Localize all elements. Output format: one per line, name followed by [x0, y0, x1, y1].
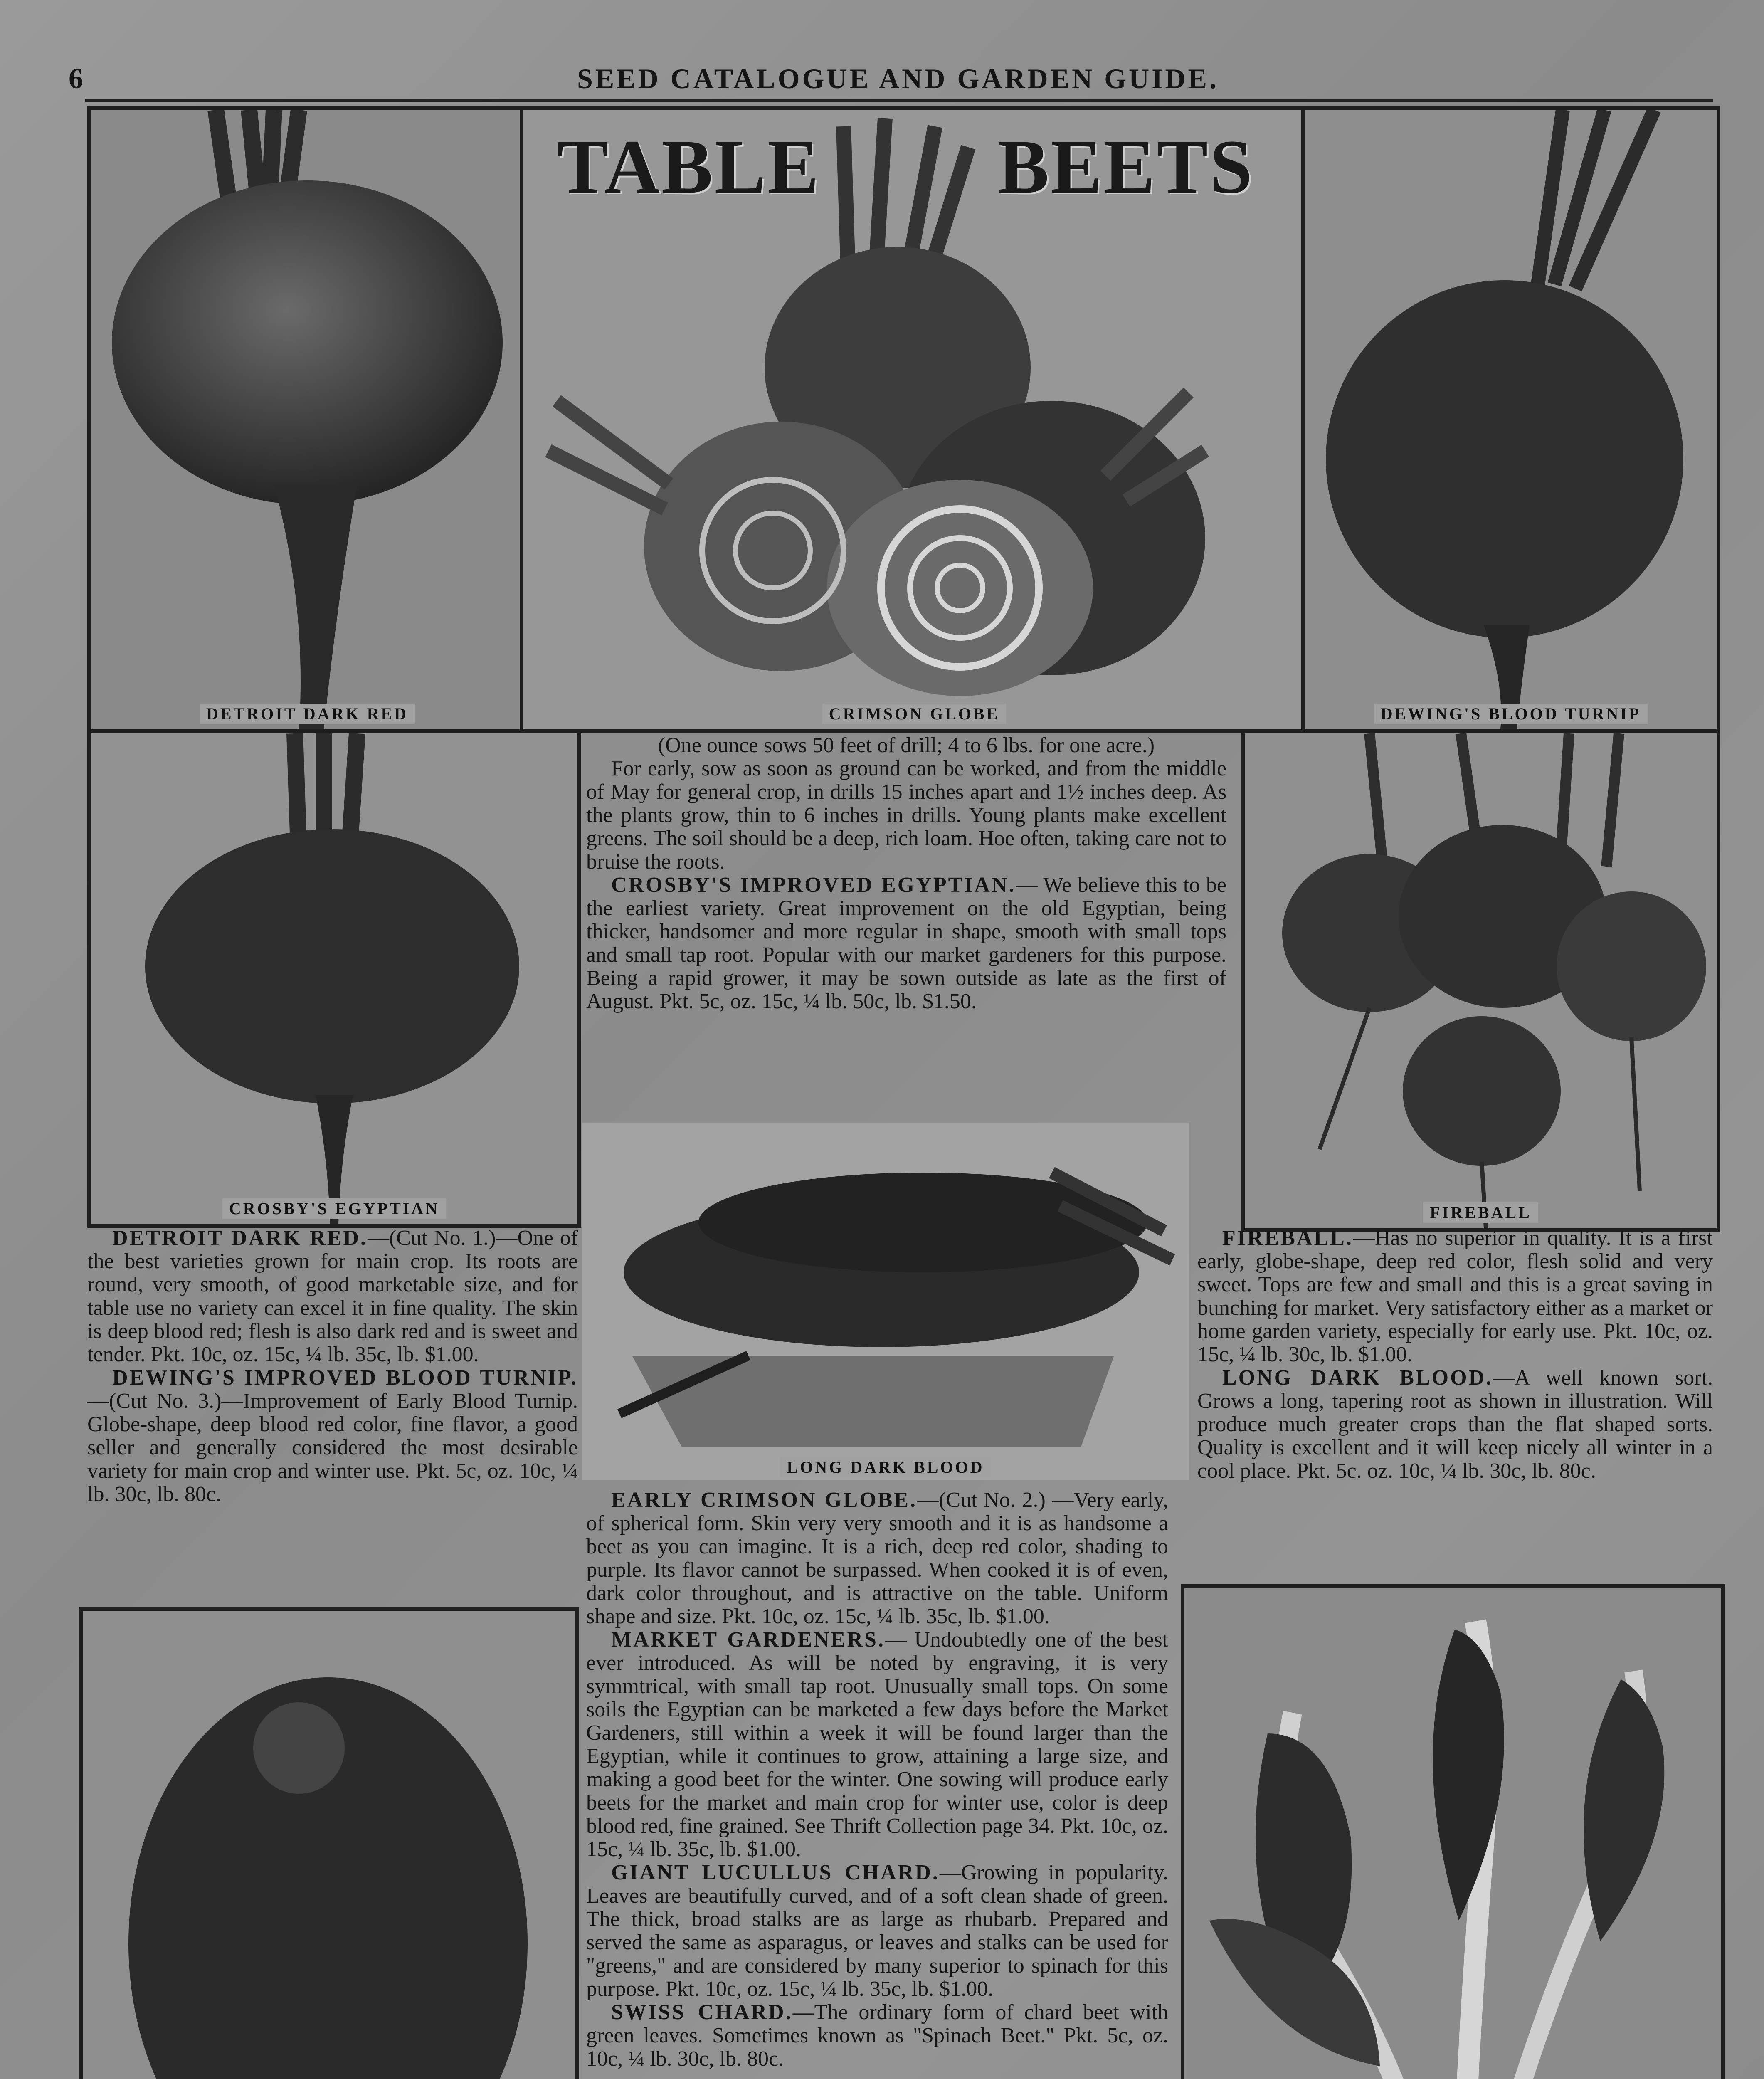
page-number: 6	[69, 63, 83, 95]
crosby-description: — We believe this to be the earliest variety. Great improvement on the old Egyptian, being thicker, handsomer and more regular in shape, smooth with small tops and small tap root. Popular with our market gardeners for this purpose. Being a rapid grower, it may be sown outside as late as the first of August. Pkt. 5c, oz. 15c, ¼ lb. 50c, lb. $1.50.	[586, 873, 1226, 1013]
giant-lucullus-entry	[586, 1861, 1168, 2001]
dewing-heading: DEWING'S IMPROVED BLOOD TURNIP.	[112, 1366, 578, 1390]
giant-lucullus-image	[1184, 1588, 1721, 2079]
market-gardener-illustration	[79, 1607, 579, 2079]
sowing-intro: For early, sow as soon as ground can be worked, and from the middle of May for general crop, in drills 15 inches apart and 1½ inches deep. As the plants grow, thin to 6 inches in drills. Young plants make excellent greens. The soil should be a deep, rich loam. Hoe often, taking care not to bruise the roots.	[586, 757, 1226, 874]
market-gardeners-description: — Undoubtedly one of the best ever introduced. As will be noted by engraving, it is very symmtrical, with small tap root. Unusually small tops. On some soils the Egyptian can be marketed a few days before the Market Gardeners, still within a week it will be found larger than the Egyptian, while it continues to grow, attaining a large size, and making a good beet for the winter. One sowing will produce early beets for the market and main crop for winter use, color is deep blood red, fine grained. See Thrift Collection page 34. Pkt. 10c, oz. 15c, ¼ lb. 35c, lb. $1.00.	[586, 1628, 1169, 1861]
center-text-top	[586, 734, 1226, 1013]
center-text-bottom	[586, 1489, 1168, 2071]
caption-fireball: FIREBALL	[1245, 1203, 1717, 1222]
long-dark-blood-illustration	[582, 1123, 1189, 1480]
crosby-entry	[586, 874, 1226, 1013]
fireball-heading: FIREBALL.	[1222, 1226, 1353, 1250]
detroit-entry	[87, 1227, 578, 1366]
early-crimson-entry	[586, 1489, 1168, 1628]
giant-lucullus-description: —Growing in popularity. Leaves are beautifully curved, and of a soft clean shade of green. The thick, broad stalks are as large as rhubarb. Prepared and served the same as asparagus, or leaves and stalks can be used for "greens," and are considered by many superior to spinach for this purpose. Pkt. 10c, oz. 15c, ¼ lb. 35c, lb. $1.00.	[586, 1861, 1168, 2001]
caption-detroit: DETROIT DARK RED	[91, 704, 523, 723]
fireball-illustration	[1241, 730, 1720, 1232]
header-rule	[85, 99, 1713, 102]
swiss-chard-entry	[586, 2001, 1168, 2071]
crosby-heading: CROSBY'S IMPROVED EGYPTIAN.	[611, 873, 1016, 897]
dewing-entry	[87, 1366, 578, 1506]
left-text	[87, 1227, 578, 1506]
detroit-heading: DETROIT DARK RED.	[112, 1226, 368, 1250]
early-crimson-heading: EARLY CRIMSON GLOBE.	[611, 1488, 918, 1512]
fireball-beet-image	[1245, 733, 1717, 1228]
caption-crimson: CRIMSON GLOBE	[523, 704, 1305, 723]
crosby-illustration	[87, 730, 581, 1228]
caption-crosby: CROSBY'S EGYPTIAN	[91, 1199, 577, 1218]
dewing-description: —(Cut No. 3.)—Improvement of Early Blood Turnip. Globe-shape, deep blood red color, fine flavor, a good seller and generally considered the most desirable variety for main crop and winter use. Pkt. 5c, oz. 10c, ¼ lb. 30c, lb. 80c.	[87, 1389, 578, 1506]
title-beets: BEETS	[998, 124, 1254, 210]
right-text	[1197, 1227, 1713, 1483]
long-dark-heading: LONG DARK BLOOD.	[1222, 1366, 1493, 1390]
title-table: TABLE	[557, 124, 821, 210]
long-dark-blood-image	[582, 1123, 1189, 1480]
market-gardener-image	[83, 1611, 575, 2079]
detroit-dark-red-illustration	[87, 106, 527, 733]
caption-long-dark: LONG DARK BLOOD	[582, 1457, 1189, 1477]
crosby-beet-image	[91, 733, 577, 1224]
early-crimson-description: —(Cut No. 2.) —Very early, of spherical form. Skin very very smooth and it is as handsome a beet as you can imagine. It is a rich, deep red color, shading to purple. Its flavor cannot be surpassed. When cooked it is of even, dark color throughout, and is attractive on the table. Uniform shape and size. Pkt. 10c, oz. 15c, ¼ lb. 35c, lb. $1.00.	[586, 1488, 1168, 1628]
dewings-beet-image	[1305, 110, 1717, 729]
detroit-beet-image	[91, 110, 523, 729]
giant-lucullus-illustration	[1181, 1584, 1725, 2079]
detroit-description: —(Cut No. 1.)—One of the best varieties grown for main crop. Its roots are round, very smooth, of good marketable size, and for table use no variety can excel it in fine quality. The skin is deep blood red; flesh is also dark red and is sweet and tender. Pkt. 10c, oz. 15c, ¼ lb. 35c, lb. $1.00.	[87, 1226, 578, 1366]
fireball-entry	[1197, 1227, 1713, 1366]
market-gardeners-heading: MARKET GARDENERS.	[611, 1628, 885, 1652]
dewings-illustration	[1301, 106, 1720, 733]
fireball-description: —Has no superior in quality. It is a first early, globe-shape, deep red color, flesh solid and very sweet. Tops are few and small and this is a great saving in bunching for market. Very satisfactory either as a market or home garden variety, especially for early use. Pkt. 10c, oz. 15c, ¼ lb. 30c, lb. $1.00.	[1197, 1226, 1713, 1366]
giant-lucullus-heading: GIANT LUCULLUS CHARD.	[611, 1861, 940, 1884]
long-dark-description: —A well known sort. Grows a long, tapering root as shown in illustration. Will produce much greater crops than the flat shaped sorts. Quality is excellent and it will keep nicely all winter in a cool place. Pkt. 5c. oz. 10c, ¼ lb. 30c, lb. 80c.	[1197, 1366, 1713, 1483]
caption-dewings: DEWING'S BLOOD TURNIP	[1305, 704, 1717, 723]
market-gardeners-entry	[586, 1628, 1168, 1861]
swiss-chard-heading: SWISS CHARD.	[611, 2000, 793, 2024]
running-title: SEED CATALOGUE AND GARDEN GUIDE.	[577, 63, 1219, 94]
long-dark-entry	[1197, 1366, 1713, 1483]
swiss-chard-description: —The ordinary form of chard beet with green leaves. Sometimes known as "Spinach Beet." Pkt. 5c, oz. 10c, ¼ lb. 30c, lb. 80c.	[586, 2000, 1169, 2071]
sowing-note: (One ounce sows 50 feet of drill; 4 to 6 lbs. for one acre.)	[658, 733, 1155, 757]
